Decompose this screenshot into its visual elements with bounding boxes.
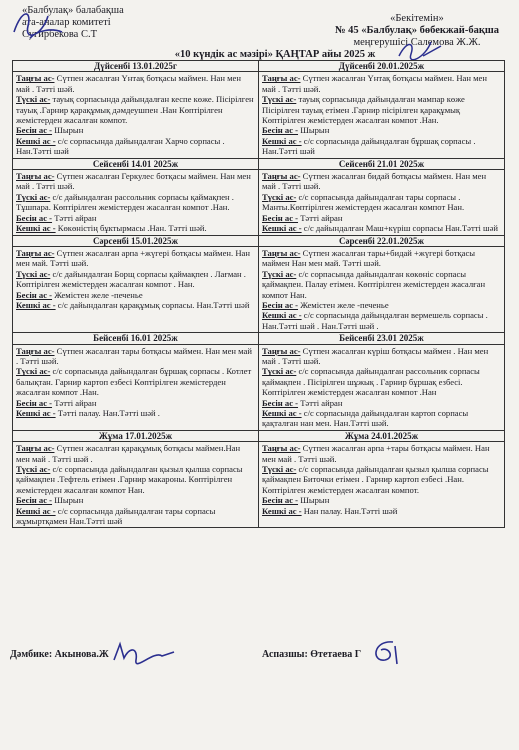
- day-menu-cell: [13, 344, 259, 430]
- dinner-label: Кешкі ас -: [262, 505, 302, 516]
- lunch-text: тауық сорпасында дайындалған мампар көже Пісірілген тауық етімен .Гарнир пісірілген қарақұмық Көптірілген жемістерден жасалған компот .Нан.: [262, 94, 465, 126]
- dinner-text: с/с сорпасында дайындалған тары сорпасы жұмыртқамен Нан.Тәтті шәй: [16, 505, 216, 527]
- header-left-line: ата-аналар комитеті: [22, 17, 111, 28]
- lunch-text: с/с сорпасында дайындалған көкөніс сорпасы қаймақпен. Палау етімен. Көптірілген жемістерден жасалған компот Нан.: [262, 268, 486, 300]
- lunch-text: с/с сорпасында дайындалған бұршақ сорпасы . Котлет балықтан. Гарнир картоп езбесі Көптірілген жемістерден жасалған компот .Нан.: [16, 366, 252, 398]
- day-menu-cell: [13, 72, 259, 158]
- snack-text: Тәтті айран: [54, 212, 97, 223]
- snack-label: Бесін ас -: [262, 299, 299, 310]
- nurse-signature: [110, 638, 180, 668]
- dinner-label: Кешкі ас -: [16, 408, 56, 418]
- snack-line: [16, 398, 255, 408]
- snack-label: Бесін ас -: [262, 212, 299, 223]
- dinner-line: [16, 223, 255, 233]
- menu-table: [12, 60, 505, 528]
- lunch-line: [262, 94, 501, 125]
- dinner-line: [262, 408, 501, 429]
- lunch-label: Түскі ас-: [16, 94, 51, 105]
- snack-line: [16, 213, 255, 223]
- dinner-line: [16, 408, 255, 418]
- lunch-text: с/с дайындалған Борщ сорпасы қаймақпен . Лағман . Көптірілген жемістерден жасалған компот . Нан.: [16, 268, 246, 290]
- lunch-line: [16, 269, 255, 290]
- breakfast-line: [16, 73, 255, 94]
- lunch-line: [262, 192, 501, 213]
- snack-line: [262, 300, 501, 310]
- dinner-text: с/с сорпасында дайындалған бұршақ сорпасы . Нан.Тәтті шәй: [262, 135, 476, 157]
- breakfast-line: [16, 248, 255, 269]
- day-menu-cell: [259, 170, 505, 235]
- breakfast-text: Сүтпен жасалған Геркулес ботқасы маймен. Нан мен май . Тәтті шәй.: [16, 171, 251, 192]
- footer-cook: Аспазшы: Өтетаева Г: [262, 649, 362, 660]
- day-menu-cell: [259, 442, 505, 528]
- day-heading: Дүйсенбі 20.01.2025ж: [259, 61, 505, 72]
- dinner-label: Кешкі ас -: [262, 310, 302, 321]
- snack-label: Бесін ас -: [16, 495, 53, 506]
- snack-label: Бесін ас -: [16, 289, 53, 300]
- lunch-label: Түскі ас-: [16, 268, 51, 279]
- snack-text: Шырын: [300, 495, 330, 506]
- lunch-text: с/с сорпасында дайындалған қызыл қылша сорпасы қаймақпен .Тефтель етімен .Гарнир макароны. Көптірілген жемістерден жасалған компот Нан.: [16, 464, 243, 495]
- breakfast-label: Таңғы ас-: [16, 171, 55, 182]
- lunch-text: с/с дайындалған рассольник сорпасы қаймақпен . Тұшпара. Көптірілген жемістерден жасалған компот .Нан.: [16, 191, 234, 213]
- lunch-line: [262, 464, 501, 495]
- day-heading: Жұма 17.01.2025ж: [13, 430, 259, 441]
- snack-text: Тәтті айран: [54, 397, 97, 408]
- header-right-line: меңгерушісі Салемова Ж.Ж.: [353, 37, 481, 48]
- snack-label: Бесін ас -: [262, 125, 299, 136]
- dinner-text: с/с сорпасында дайындалған Харчо сорпасы . Нан.Тәтті шәй: [16, 135, 225, 157]
- dinner-line: [262, 136, 501, 157]
- lunch-line: [16, 366, 255, 397]
- dinner-label: Кешкі ас -: [16, 505, 56, 516]
- breakfast-text: Сүтпен жасалған Үнтақ ботқасы маймен. Нан мен май . Тәтті шәй.: [262, 73, 487, 94]
- day-menu-cell: [259, 344, 505, 430]
- day-heading: Бейсенбі 16.01 2025ж: [13, 333, 259, 344]
- breakfast-text: Сүтпен жасалған арпа +тары ботқасы маймен. Нан мен май . Тәтті шәй.: [262, 443, 490, 464]
- day-menu-cell: [13, 442, 259, 528]
- snack-line: [16, 495, 255, 505]
- dinner-line: [16, 136, 255, 157]
- lunch-label: Түскі ас-: [262, 191, 297, 202]
- breakfast-label: Таңғы ас-: [262, 345, 301, 356]
- snack-label: Бесін ас -: [262, 495, 299, 506]
- breakfast-label: Таңғы ас-: [262, 443, 301, 454]
- parent-committee-signature: [8, 2, 68, 46]
- breakfast-line: [16, 346, 255, 367]
- footer-nurse: Дәмбике: Акынова.Ж: [10, 649, 109, 660]
- lunch-line: [16, 94, 255, 125]
- snack-label: Бесін ас -: [16, 212, 53, 223]
- lunch-text: с/с сорпасында дайындалған тары сорпасы . Манты.Көптірілген жемістерден жасалған компот Нан.: [262, 191, 465, 213]
- dinner-label: Кешкі ас -: [16, 223, 56, 234]
- day-menu-cell: [13, 170, 259, 235]
- snack-line: [262, 398, 501, 408]
- lunch-label: Түскі ас-: [16, 366, 51, 377]
- breakfast-line: [16, 171, 255, 192]
- snack-text: Шырын: [300, 125, 330, 136]
- header-right-line: «Бекітемін»: [390, 13, 444, 24]
- breakfast-label: Таңғы ас-: [262, 171, 301, 182]
- breakfast-label: Таңғы ас-: [16, 345, 55, 356]
- dinner-line: [262, 506, 501, 516]
- header-left-line: «Балбулақ» балабақша: [22, 5, 124, 16]
- breakfast-label: Таңғы ас-: [16, 73, 55, 84]
- snack-line: [262, 125, 501, 135]
- lunch-text: с/с сорпасында дайындалған қызыл қылша сорпасы қаймақпен Биточки етімен . Гарнир картоп езбесі .Нан. Көптірілген жемістерден жасалған компот.: [262, 464, 489, 495]
- dinner-text: с/с дайындалған Маш+күріш сорпасы Нан.Тәтті шәй: [303, 223, 499, 234]
- header-left-line: Сугирбекова С.Т: [22, 29, 97, 40]
- dinner-text: с/с сорпасында дайындалған вермешель сорпасы . Нан.Тәтті шәй . Нан.Тәтті шәй .: [262, 310, 488, 331]
- dinner-label: Кешкі ас -: [262, 223, 302, 234]
- snack-label: Бесін ас -: [16, 125, 53, 136]
- snack-line: [262, 495, 501, 505]
- day-heading: Дүйсенбі 13.01.2025г: [13, 61, 259, 72]
- lunch-label: Түскі ас-: [262, 268, 297, 279]
- dinner-text: с/с сорпасында дайындалған картоп сорпасы қақталған нан мен. Нан.Тәтті шәй.: [262, 408, 469, 429]
- breakfast-text: Сүтпен жасалған тары ботқасы маймен. Нан мен май . Тәтті шәй.: [16, 345, 252, 366]
- day-heading: Бейсенбі 23.01 2025ж: [259, 333, 505, 344]
- dinner-line: [262, 223, 501, 233]
- cook-signature: [365, 636, 405, 668]
- snack-line: [16, 290, 255, 300]
- breakfast-line: [16, 443, 255, 464]
- day-heading: Жұма 24.01.2025ж: [259, 430, 505, 441]
- lunch-label: Түскі ас-: [262, 366, 297, 377]
- day-menu-cell: [13, 246, 259, 332]
- dinner-label: Кешкі ас -: [16, 135, 56, 146]
- dinner-text: с/с дайындалған қарақұмық сорпасы. Нан.Тәтті шәй: [57, 299, 250, 310]
- snack-line: [16, 125, 255, 135]
- breakfast-text: Сүтпен жасалған Үнтақ ботқасы маймен. Нан мен май . Тәтті шәй.: [16, 73, 241, 94]
- breakfast-text: Сүтпен жасалған күріш ботқасы маймен . Нан мен май . Тәтті шәй.: [262, 345, 489, 366]
- breakfast-text: Сүтпен жасалған бидай ботқасы маймен. Нан мен май . Тәтті шәй.: [262, 171, 487, 192]
- snack-text: Тәтті айран: [300, 397, 343, 408]
- breakfast-line: [262, 346, 501, 367]
- snack-label: Бесін ас -: [262, 397, 299, 408]
- breakfast-label: Таңғы ас-: [16, 247, 55, 258]
- dinner-text: Көкөністің бұктырмасы .Нан. Тәтті шәй.: [57, 223, 207, 234]
- snack-text: Шырын: [54, 495, 84, 506]
- breakfast-line: [262, 171, 501, 192]
- day-heading: Сейсенбі 21.01 2025ж: [259, 158, 505, 169]
- breakfast-label: Таңғы ас-: [262, 73, 301, 84]
- lunch-text: с/с сорпасында дайындалған рассольник сорпасы қаймақпен . Пісірілген шұжық . Гарнир бұршақ езбесі. Көптірілген жемістерден жасалған компот .Нан: [262, 366, 480, 398]
- breakfast-text: Сүтпен жасалған тары+бидай +жүгері ботқасы маймен Нан мен май. Тәтті шәй.: [262, 247, 476, 269]
- dinner-label: Кешкі ас -: [262, 408, 302, 418]
- day-heading: Сейсенбі 14.01 2025ж: [13, 158, 259, 169]
- breakfast-label: Таңғы ас-: [262, 247, 301, 258]
- lunch-text: тауық сорпасында дайындалған кеспе көже. Пісірілген тауық .Гарнир қарақұмық дәмдеушпен .Нан Көптірілген жемістерден жасалған компот.: [16, 94, 254, 126]
- day-menu-cell: [259, 246, 505, 332]
- day-heading: Сәрсенбі 22.01.2025ж: [259, 235, 505, 246]
- breakfast-label: Таңғы ас-: [16, 443, 55, 454]
- dinner-text: Нан палау. Нан.Тәтті шәй: [303, 505, 398, 516]
- dinner-line: [16, 506, 255, 527]
- snack-text: Жемістен желе -печенье: [300, 299, 389, 310]
- snack-text: Шырын: [54, 125, 84, 136]
- snack-text: Жемістен желе -печенье: [54, 289, 143, 300]
- dinner-label: Кешкі ас -: [262, 135, 302, 146]
- breakfast-text: Сүтпен жасалған қарақұмық ботқасы маймен.Нан мен май . Тәтті шәй .: [16, 443, 241, 464]
- dinner-label: Кешкі ас -: [16, 299, 56, 310]
- header-right-line: № 45 «Балбулақ» бөбекжай-бақша: [334, 25, 499, 36]
- day-heading: Сәрсенбі 15.01.2025ж: [13, 235, 259, 246]
- snack-line: [262, 213, 501, 223]
- dinner-line: [262, 310, 501, 331]
- dinner-text: Тәтті палау. Нан.Тәтті шәй .: [57, 408, 160, 418]
- breakfast-line: [262, 73, 501, 94]
- snack-text: Тәтті айран: [300, 212, 343, 223]
- dinner-line: [16, 300, 255, 310]
- day-menu-cell: [259, 72, 505, 158]
- breakfast-line: [262, 248, 501, 269]
- lunch-line: [16, 464, 255, 495]
- lunch-label: Түскі ас-: [262, 94, 297, 105]
- lunch-label: Түскі ас-: [16, 464, 51, 475]
- lunch-label: Түскі ас-: [262, 464, 297, 475]
- breakfast-text: Сүтпен жасалған арпа +жүгері ботқасы маймен. Нан мен май. Тәтті шәй.: [16, 247, 250, 269]
- breakfast-line: [262, 443, 501, 464]
- lunch-line: [16, 192, 255, 213]
- menu-title: «10 күндік ас мәзірі» ҚАҢТАР айы 2025 ж: [174, 49, 376, 60]
- lunch-line: [262, 269, 501, 300]
- lunch-line: [262, 366, 501, 397]
- snack-label: Бесін ас -: [16, 397, 53, 408]
- lunch-label: Түскі ас-: [16, 191, 51, 202]
